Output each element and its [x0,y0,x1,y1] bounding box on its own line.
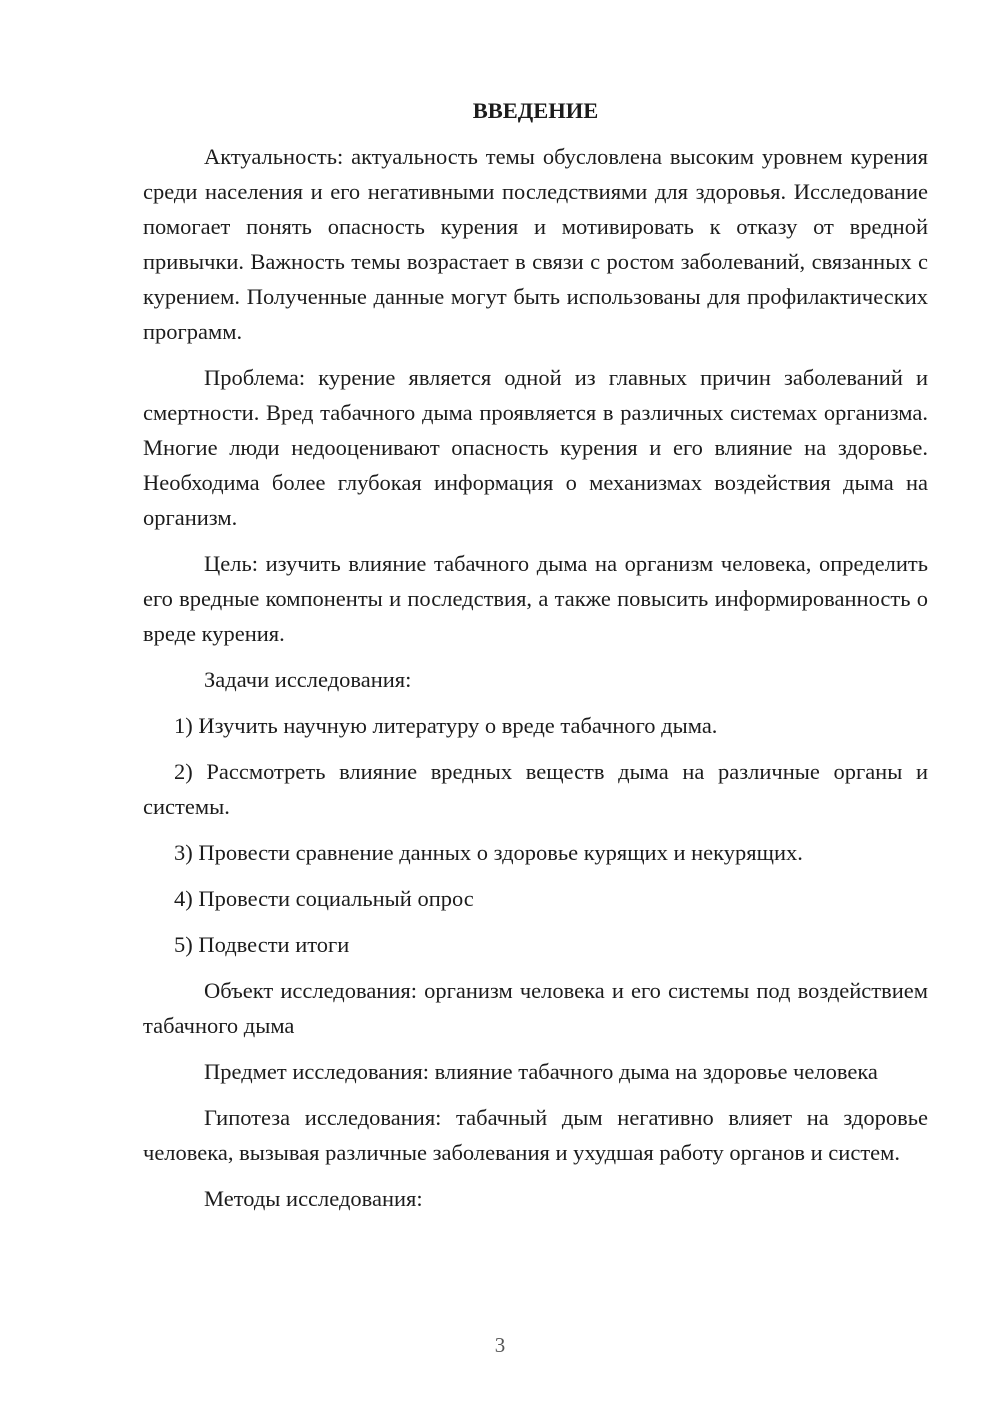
task-item-3: 3) Провести сравнение данных о здоровье курящих и некурящих. [174,840,803,865]
relevance-paragraph: Актуальность: актуальность темы обусловлена высоким уровнем курения среди населения и его негативными последствиями для здоровья. Исследование помогает понять опасность курения и мотивировать к отказу от вредной привычки. Важность темы возрастает в связи с ростом заболеваний, связанных с курением. Полученные данные могут быть использованы для профилактических программ. [143,144,928,344]
problem-paragraph: Проблема: курение является одной из главных причин заболеваний и смертности. Вред табачного дыма проявляется в различных системах организма. Многие люди недооценивают опасность курения и его влияние на здоровье. Необходима более глубокая информация о механизмах воздействия дыма на организм. [143,365,928,530]
task-item-4: 4) Провести социальный опрос [174,886,474,911]
task-item-5: 5) Подвести итоги [174,932,350,957]
object-paragraph: Объект исследования: организм человека и его системы под воздействием табачного дыма [143,978,928,1038]
section-title: ВВЕДЕНИЕ [472,98,599,123]
tasks-heading: Задачи исследования: [204,667,412,692]
methods-heading: Методы исследования: [204,1186,423,1211]
task-item-1: 1) Изучить научную литературу о вреде табачного дыма. [174,713,718,738]
subject-paragraph: Предмет исследования: влияние табачного дыма на здоровье человека [204,1059,878,1084]
hypothesis-paragraph: Гипотеза исследования: табачный дым негативно влияет на здоровье человека, вызывая различные заболевания и ухудшая работу органов и систем. [143,1105,928,1165]
task-item-2: 2) Рассмотреть влияние вредных веществ дыма на различные органы и системы. [143,759,928,819]
page-number: 3 [494,1333,506,1357]
goal-paragraph: Цель: изучить влияние табачного дыма на организм человека, определить его вредные компоненты и последствия, а также повысить информированность о вреде курения. [143,551,928,646]
page-content [143,93,928,1227]
